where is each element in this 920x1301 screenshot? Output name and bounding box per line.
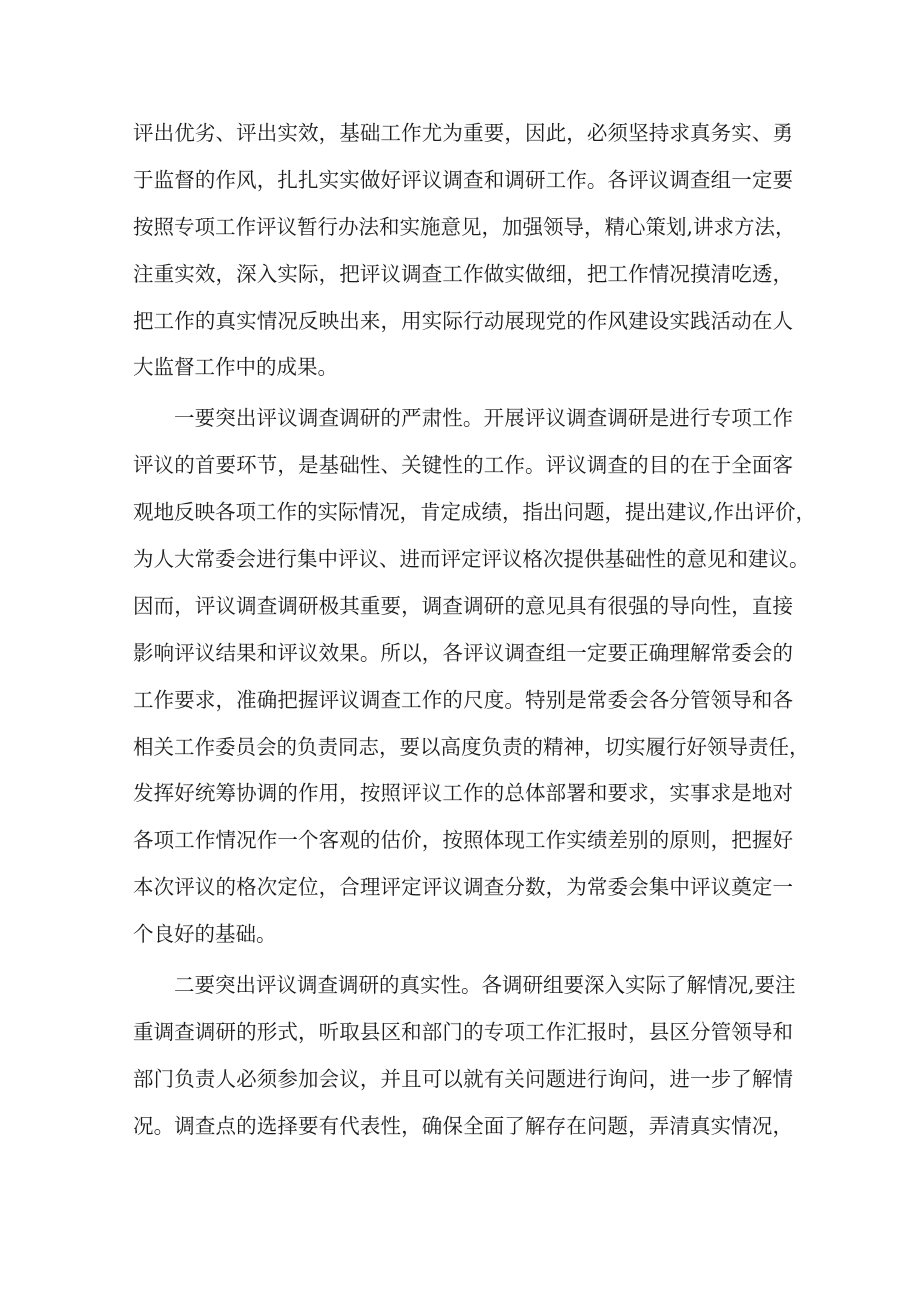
text-line: 注重实效，深入实际，把评议调查工作做实做细，把工作情况摸清吃透， — [133, 261, 793, 286]
text-line: 于监督的作风，扎扎实实做好评议调查和调研工作。各评议调查组一定要 — [133, 167, 793, 192]
text-line: 部门负责人必须参加会议，并且可以就有关问题进行询问，进一步了解情 — [133, 1066, 793, 1091]
text-line: 重调查调研的形式，听取县区和部门的专项工作汇报时，县区分管领导和 — [133, 1019, 793, 1044]
text-line: 因而，评议调查调研极其重要，调查调研的意见具有很强的导向性，直接 — [133, 593, 793, 618]
paragraph-1 — [133, 110, 796, 391]
text-line: 把工作的真实情况反映出来，用实际行动展现党的作风建设实践活动在人 — [133, 308, 793, 333]
text-line: 发挥好统筹协调的作用，按照评议工作的总体部署和要求，实事求是地对 — [133, 781, 793, 806]
text-line: 工作要求，准确把握评议调查工作的尺度。特别是常委会各分管领导和各 — [133, 687, 793, 712]
text-line: 评出优劣、评出实效，基础工作尤为重要，因此，必须坚持求真务实、勇 — [133, 121, 793, 145]
document-body — [133, 110, 817, 1150]
text-line: 本次评议的格次定位，合理评定评议调查分数，为常委会集中评议奠定一 — [133, 875, 793, 900]
text-line: 二要突出评议调查调研的真实性。各调研组要深入实际了解情况,要注 — [174, 973, 796, 998]
text-line: 一要突出评议调查调研的严肃性。开展评议调查调研是进行专项工作 — [174, 406, 793, 431]
text-line: 相关工作委员会的负责同志，要以高度负责的精神，切实履行好领导责任， — [133, 734, 810, 759]
text-line: 观地反映各项工作的实际情况，肯定成绩，指出问题，提出建议,作出评价， — [133, 500, 817, 525]
text-line: 大监督工作中的成果。 — [133, 355, 338, 380]
text-line: 影响评议结果和评议效果。所以，各评议调查组一定要正确理解常委会的 — [133, 640, 793, 665]
text-line: 各项工作情况作一个客观的估价，按照体现工作实绩差别的原则，把握好 — [133, 828, 793, 853]
paragraph-3 — [133, 962, 796, 1150]
paragraph-2 — [133, 395, 817, 958]
text-line: 评议的首要环节，是基础性、关键性的工作。评议调查的目的在于全面客 — [133, 453, 793, 478]
text-line: 按照专项工作评议暂行办法和实施意见，加强领导，精心策划,讲求方法， — [133, 214, 796, 239]
text-line: 况。调查点的选择要有代表性，确保全面了解存在问题，弄清真实情况， — [133, 1113, 793, 1138]
text-line: 个良好的基础。 — [133, 922, 277, 947]
text-line: 为人大常委会进行集中评议、进而评定评议格次提供基础性的意见和建议。 — [133, 547, 810, 572]
